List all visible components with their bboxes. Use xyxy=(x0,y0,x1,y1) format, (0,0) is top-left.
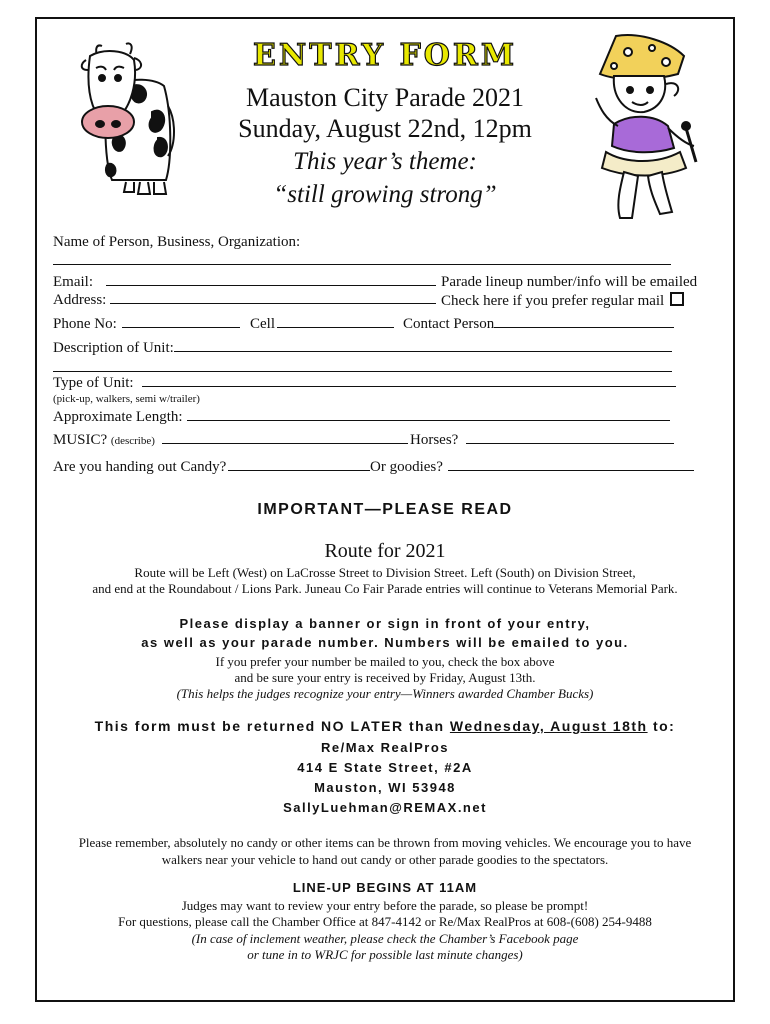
route-line-2: and end at the Roundabout / Lions Park. Juneau Co Fair Parade entries will continue to Veterans Memorial Park. xyxy=(92,581,678,596)
mail-line-2: and be sure your entry is received by Friday, August 13th. xyxy=(234,670,536,685)
goodies-label: Or goodies? xyxy=(370,459,443,475)
horses-field[interactable] xyxy=(466,429,674,444)
name-label: Name of Person, Business, Organization: xyxy=(53,234,301,250)
mail-note: Check here if you prefer regular mail xyxy=(441,293,665,309)
address-label: Address: xyxy=(53,292,107,308)
phone-field[interactable] xyxy=(122,313,240,328)
email-field[interactable] xyxy=(106,271,436,286)
important-heading: IMPORTANT—PLEASE READ xyxy=(257,501,513,518)
lineup-line-4: or tune in to WRJC for possible last minute changes) xyxy=(247,947,523,962)
music-hint: (describe) xyxy=(110,435,155,447)
description-field[interactable] xyxy=(174,337,672,352)
candy-field[interactable] xyxy=(228,456,370,471)
type-field[interactable] xyxy=(142,372,676,387)
theme-label: This year’s theme: xyxy=(293,148,477,175)
goodies-field[interactable] xyxy=(448,456,694,471)
return-city: Mauston, WI 53948 xyxy=(314,780,456,795)
cell-field[interactable] xyxy=(277,313,394,328)
regular-mail-checkbox[interactable] xyxy=(670,292,684,306)
return-email[interactable]: SallyLuehman@REMAX.net xyxy=(283,800,487,815)
parade-name: Mauston City Parade 2021 xyxy=(245,83,525,112)
lineup-line-3: (In case of inclement weather, please check the Chamber’s Facebook page xyxy=(191,931,579,946)
horses-label: Horses? xyxy=(410,432,459,448)
description-field-line2[interactable] xyxy=(53,357,672,372)
return-suffix: to: xyxy=(652,718,676,734)
banner-line-2: as well as your parade number. Numbers will be emailed to you. xyxy=(141,635,629,650)
banner-line-1: Please display a banner or sign in front of your entry, xyxy=(179,616,591,631)
mail-line-3: (This helps the judges recognize your entry—Winners awarded Chamber Bucks) xyxy=(176,686,594,701)
reminder-line-1: Please remember, absolutely no candy or other items can be thrown from moving vehicles. We encourage you to have xyxy=(78,835,692,850)
length-label: Approximate Length: xyxy=(53,409,183,425)
route-line-1: Route will be Left (West) on LaCrosse Street to Division Street. Left (South) on Division Street, xyxy=(134,565,636,580)
lineup-heading: LINE-UP BEGINS AT 11AM xyxy=(292,880,478,895)
candy-label: Are you handing out Candy? xyxy=(53,459,227,475)
theme-text: “still growing strong” xyxy=(273,181,497,208)
form-title: ENTRY FORM xyxy=(252,38,518,73)
cell-label: Cell xyxy=(250,316,275,332)
email-note: Parade lineup number/info will be emailed xyxy=(441,274,698,290)
lineup-line-2: For questions, please call the Chamber Office at 847-4142 or Re/Max RealPros at 608-(608) 254-9488 xyxy=(118,914,652,929)
return-deadline: Wednesday, August 18th xyxy=(449,718,648,734)
return-prefix: This form must be returned NO LATER than xyxy=(94,718,445,734)
return-org: Re/Max RealPros xyxy=(321,740,449,755)
email-label: Email: xyxy=(53,274,93,290)
mail-line-1: If you prefer your number be mailed to you, check the box above xyxy=(215,654,555,669)
return-street: 414 E State Street, #2A xyxy=(297,760,473,775)
length-field[interactable] xyxy=(187,406,670,421)
music-field[interactable] xyxy=(162,429,408,444)
reminder-line-2: walkers near your vehicle to hand out candy or other parade goodies to the spectators. xyxy=(161,852,609,867)
parade-date: Sunday, August 22nd, 12pm xyxy=(238,114,532,143)
contact-field[interactable] xyxy=(494,313,674,328)
music-label: MUSIC? xyxy=(53,432,108,448)
route-title: Route for 2021 xyxy=(324,540,446,562)
name-field[interactable] xyxy=(53,250,671,265)
address-field[interactable] xyxy=(110,289,436,304)
lineup-line-1: Judges may want to review your entry before the parade, so please be prompt! xyxy=(181,898,589,913)
description-label: Description of Unit: xyxy=(53,340,174,356)
type-hint: (pick-up, walkers, semi w/trailer) xyxy=(53,393,200,405)
phone-label: Phone No: xyxy=(53,316,117,332)
type-label: Type of Unit: xyxy=(53,375,134,391)
contact-label: Contact Person xyxy=(403,316,495,332)
